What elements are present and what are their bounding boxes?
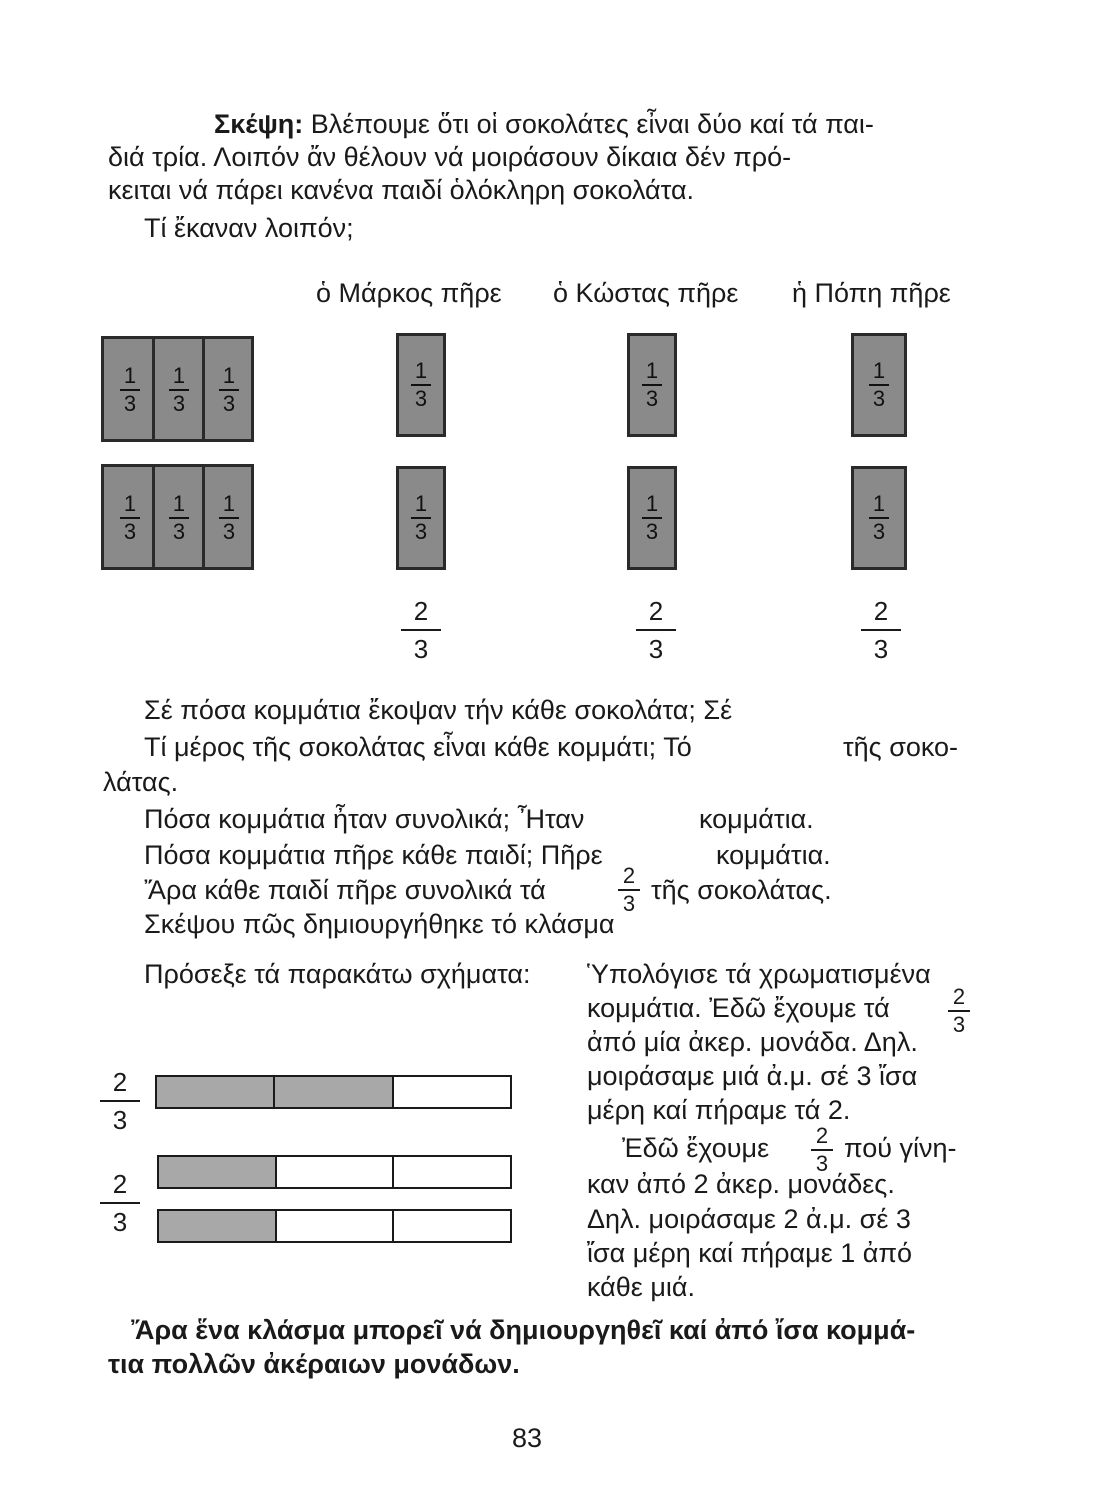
question-part-b: τῆς σοκο-	[843, 732, 959, 762]
result-fraction-markos: 2 3	[401, 597, 441, 663]
result-fraction-kostas: 2 3	[636, 597, 676, 663]
strip-cell	[275, 1077, 393, 1107]
column-header-markos: ὁ Μάρκος πῆρε	[316, 278, 502, 308]
piece-kostas-1	[627, 333, 677, 437]
conclusion-each-b: τῆς σοκολάτας.	[651, 875, 832, 905]
explain-line-6a: Ἐδῶ ἔχουμε	[622, 1133, 770, 1163]
strip-fraction-label-1: 2 3	[100, 1068, 140, 1134]
conclusion-each-a: Ἄρα κάθε παιδί πῆρε συνολικά τά	[144, 875, 546, 905]
question-each-a: Πόσα κομμάτια πῆρε κάθε παιδί; Πῆρε	[144, 840, 603, 870]
conclusion-line-1: Ἄρα ἕνα κλάσμα μπορεῖ νά δημιουργηθεῖ καί ἀπό ἴσα κομμά-	[131, 1315, 916, 1345]
lower-intro: Πρόσεξε τά παρακάτω σχήματα:	[144, 959, 531, 989]
conclusion-each-fraction: 2 3	[615, 865, 643, 915]
question-total-a: Πόσα κομμάτια ἦταν συνολικά; Ἦταν	[144, 804, 585, 834]
explain-line-6b: πού γίνη-	[844, 1133, 957, 1163]
piece-label: 1 3	[640, 360, 664, 410]
piece-label: 1 3	[867, 493, 891, 543]
explain-line-5: μέρη καί πήραμε τά 2.	[587, 1095, 851, 1125]
piece-divider	[202, 467, 205, 567]
piece-markos-2	[396, 466, 446, 570]
piece-divider	[202, 339, 205, 439]
question-part-a: Τί μέρος τῆς σοκολάτας εἶναι κάθε κομμάτι; Τό	[144, 732, 692, 762]
fraction-strip-2	[157, 1155, 512, 1189]
strip-cell	[157, 1077, 275, 1107]
piece-popi-2	[851, 466, 907, 570]
think-fraction: Σκέψου πῶς δημιουργήθηκε τό κλάσμα	[144, 909, 615, 939]
piece-label: 1 3	[118, 365, 142, 415]
explain-line-7: καν ἀπό 2 ἀκερ. μονάδες.	[587, 1169, 895, 1199]
piece-label: 1 3	[118, 493, 142, 543]
piece-label: 1 3	[167, 493, 191, 543]
result-fraction-popi: 2 3	[861, 597, 901, 663]
piece-divider	[152, 467, 155, 567]
piece-kostas-2	[627, 466, 677, 570]
strip-cell	[159, 1157, 277, 1187]
fraction-strip-3	[157, 1209, 512, 1243]
piece-label: 1 3	[217, 493, 241, 543]
intro-text-1: Βλέπουμε ὅτι οἱ σοκολάτες εἶναι δύο καί τά παι-	[310, 109, 874, 139]
piece-label: 1 3	[167, 365, 191, 415]
strip-cell	[159, 1211, 277, 1241]
strip-cell	[394, 1157, 510, 1187]
question-each-b: κομμάτια.	[716, 840, 831, 870]
explain-line-1: Ὑπολόγισε τά χρωματισμένα	[587, 959, 931, 989]
explain-line-2: κομμάτια. Ἐδῶ ἔχουμε τά	[587, 993, 890, 1023]
question-pieces-per-bar: Σέ πόσα κομμάτια ἔκοψαν τήν κάθε σοκολάτα; Σέ	[144, 695, 733, 725]
piece-label: 1 3	[640, 493, 664, 543]
piece-label: 1 3	[217, 365, 241, 415]
chocolate-bar-1	[101, 336, 254, 442]
strip-cell	[394, 1077, 510, 1107]
piece-popi-1	[851, 333, 907, 437]
column-header-popi: ἡ Πόπη πῆρε	[792, 278, 951, 308]
intro-line-3: κειται νά πάρει κανένα παιδί ὁλόκληρη σοκολάτα.	[108, 175, 695, 205]
question-total-b: κομμάτια.	[699, 804, 814, 834]
thought-label: Σκέψη:	[214, 109, 304, 139]
explain-fraction-b: 2 3	[808, 1125, 836, 1175]
intro-line-1	[214, 107, 874, 141]
explain-line-8: Δηλ. μοιράσαμε 2 ἀ.μ. σέ 3	[587, 1204, 911, 1234]
explain-line-3: ἀπό μία ἀκερ. μονάδα. Δηλ.	[587, 1027, 918, 1057]
piece-divider	[152, 339, 155, 439]
explain-line-10: κάθε μιά.	[587, 1272, 695, 1302]
explain-line-9: ἴσα μέρη καί πήραμε 1 ἀπό	[587, 1238, 913, 1268]
strip-cell	[394, 1211, 510, 1241]
column-header-kostas: ὁ Κώστας πῆρε	[553, 278, 739, 308]
conclusion-line-2: τια πολλῶν ἀκέραιων μονάδων.	[108, 1349, 520, 1379]
piece-label: 1 3	[409, 493, 433, 543]
strip-cell	[277, 1157, 395, 1187]
strip-fraction-label-2: 2 3	[100, 1170, 140, 1236]
fraction-strip-1	[155, 1075, 512, 1109]
intro-question: Τί ἔκαναν λοιπόν;	[144, 213, 354, 243]
piece-label: 1 3	[867, 360, 891, 410]
question-part-c: λάτας.	[103, 767, 179, 797]
intro-line-2: διά τρία. Λοιπόν ἄν θέλουν νά μοιράσουν δίκαια δέν πρό-	[108, 142, 792, 172]
chocolate-bar-2	[101, 464, 254, 570]
piece-label: 1 3	[409, 360, 433, 410]
explain-fraction-a: 2 3	[945, 986, 973, 1036]
explain-line-4: μοιράσαμε μιά ἀ.μ. σέ 3 ἴσα	[587, 1061, 918, 1091]
page-number: 83	[512, 1423, 543, 1453]
strip-cell	[277, 1211, 395, 1241]
piece-markos-1	[396, 333, 446, 437]
